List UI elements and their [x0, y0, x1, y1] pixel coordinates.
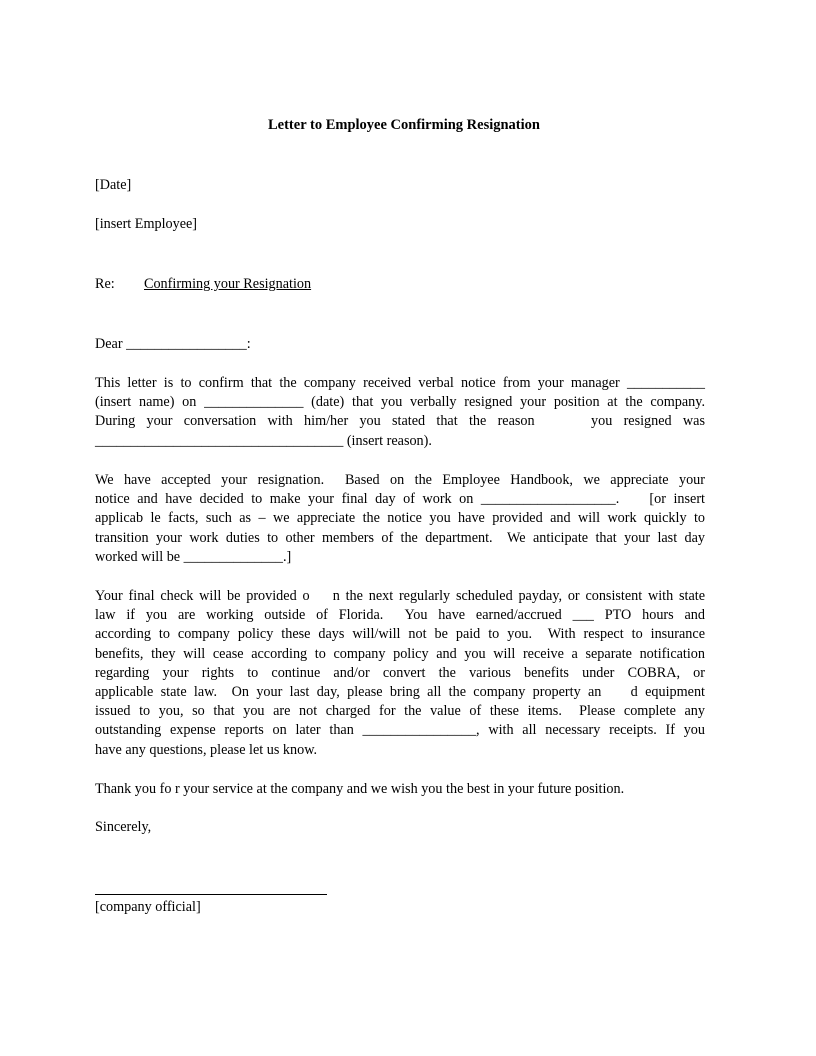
re-subject: Confirming your Resignation — [144, 276, 312, 292]
letter-title: Letter to Employee Confirming Resignation — [268, 117, 540, 133]
paragraph-acceptance — [95, 471, 705, 567]
paragraph-line: We have accepted your resignation. Based on the Employee Handbook, we appreciate your — [95, 472, 705, 488]
paragraph-line: have any questions, please let us know. — [95, 741, 318, 758]
paragraph-line: Your final check will be provided o n the next regularly scheduled payday, or consistent with state — [95, 588, 705, 604]
paragraph-line: applicab le facts, such as – we appreciate the notice you have provided and will work quickly to — [95, 510, 705, 527]
paragraph-thank-you — [95, 780, 705, 799]
paragraph-line: This letter is to confirm that the company received verbal notice from your manager ___________ — [95, 375, 705, 391]
paragraph-line: law if you are working outside of Florida. You have earned/accrued ___ PTO hours and — [95, 607, 705, 624]
paragraph-line: (insert name) on ______________ (date) that you verbally resigned your position at the company. — [95, 394, 705, 411]
closing: Sincerely, — [95, 819, 152, 835]
paragraph-confirmation — [95, 374, 705, 451]
paragraph-final-check — [95, 587, 705, 760]
paragraph-line: worked will be ______________.] — [95, 548, 292, 565]
paragraph-line: Thank you fo r your service at the company and we wish you the best in your future position. — [95, 781, 625, 797]
paragraph-line: During your conversation with him/her you stated that the reason you resigned was — [95, 413, 705, 430]
paragraph-line: according to company policy these days will/will not be paid to you. With respect to insurance — [95, 626, 705, 643]
salutation: Dear _________________: — [95, 336, 251, 352]
paragraph-line: regarding your rights to continue and/or convert the various benefits under COBRA, or — [95, 664, 705, 681]
paragraph-line: outstanding expense reports on later than ________________, with all necessary receipts. If you — [95, 722, 705, 739]
paragraph-line: transition your work duties to other members of the department. We anticipate that your last day — [95, 529, 705, 546]
employee-placeholder: [insert Employee] — [95, 216, 198, 232]
paragraph-line: notice and have decided to make your final day of work on ___________________. [or insert — [95, 491, 705, 508]
paragraph-line: applicable state law. On your last day, please bring all the company property an d equipment — [95, 684, 705, 701]
paragraph-line: issued to you, so that you are not charged for the value of these items. Please complete any — [95, 703, 705, 720]
paragraph-line: ___________________________________ (insert reason). — [95, 432, 432, 449]
re-label: Re: — [95, 276, 115, 292]
signature-line — [95, 894, 327, 895]
signatory: [company official] — [95, 899, 201, 915]
date-placeholder: [Date] — [95, 177, 132, 193]
paragraph-line: benefits, they will cease according to company policy and you will receive a separate notification — [95, 645, 705, 662]
